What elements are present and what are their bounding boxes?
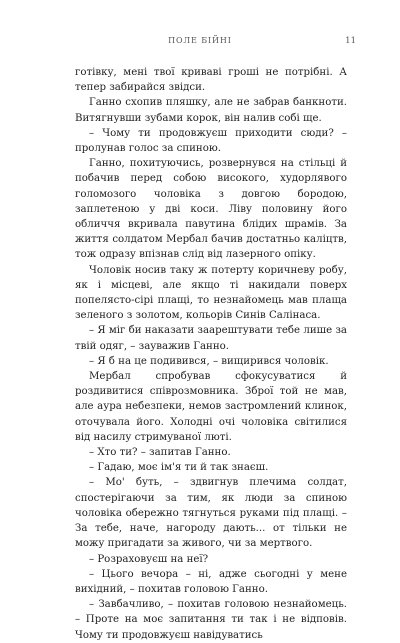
paragraph: – Я б на це подивився, – вищирився чоловік. xyxy=(89,355,329,367)
paragraph: – Цього вечора – ні, адже сьогодні у мене вихідний, – похитав головою Ганно. xyxy=(75,568,347,595)
paragraph: – Чому ти продовжуєш приходити сюди? – пролунав голос за спиною. xyxy=(75,127,347,155)
paragraph: – Гадаю, моє ім'я ти й так знаєш. xyxy=(89,462,269,474)
paragraph: готівку, мені твої криваві гроші не потрібні. А тепер забирайся звідси. xyxy=(75,67,347,94)
paragraph: Чоловік носив таку ж потерту коричневу робу, як і місцеві, але якщо ті накидали поверх попелясто-сірі плащі, то незнайомець мав плаща зеленого з золотом, кольорів Синів Салінаса. xyxy=(75,264,347,322)
page-header xyxy=(0,36,400,50)
paragraph: Ганно схопив пляшку, але не забрав банкноти. Витягнувши зубами корок, він налив собі ще. xyxy=(75,97,347,124)
running-title: ПОЛЕ БІЙНІ xyxy=(168,36,232,45)
paragraph: Ганно, похитуючись, розвернувся на стільці й побачив перед собою високого, худорлявого голомозого чоловіка з довгою бородою, заплетеною у дві коси. Ліву половину його обличчя вкривала павутина блідих шрамів. За життя солдатом Мербал бачив достатньо каліцтв, тож одразу впізнав слід від лазерного опіку. xyxy=(75,158,347,261)
page-number: 11 xyxy=(345,36,356,46)
paragraph: – Хто ти? – запитав Ганно. xyxy=(89,447,231,459)
paragraph: – Розраховуєш на неї? xyxy=(89,553,209,565)
paragraph: – Я міг би наказати заарештувати тебе лише за твій одяг, – зауважив Ганно. xyxy=(75,325,347,352)
paragraph: Мербал спробував сфокусуватися й роздивитися співрозмовника. Зброї той не мав, але аура небезпеки, немов застромлений клинок, оточувала його. Холодні очі чоловіка світилися від насилу стримуваної люті. xyxy=(75,371,347,443)
body-text xyxy=(75,65,347,643)
paragraph: – Мо' буть, – здвигнув плечима солдат, спостерігаючи за тим, як люди за спиною чоловіка обережно тягнуться руками під плащі. – За тебе, наче, нагороду дають... от тільки не можу пригадати за живого, чи за мертвого. xyxy=(75,477,347,550)
paragraph: – Завбачливо, – похитав головою незнайомець. – Проте на моє запитання ти так і не відповів. Чому ти продовжуєш навідуватись xyxy=(75,599,347,641)
